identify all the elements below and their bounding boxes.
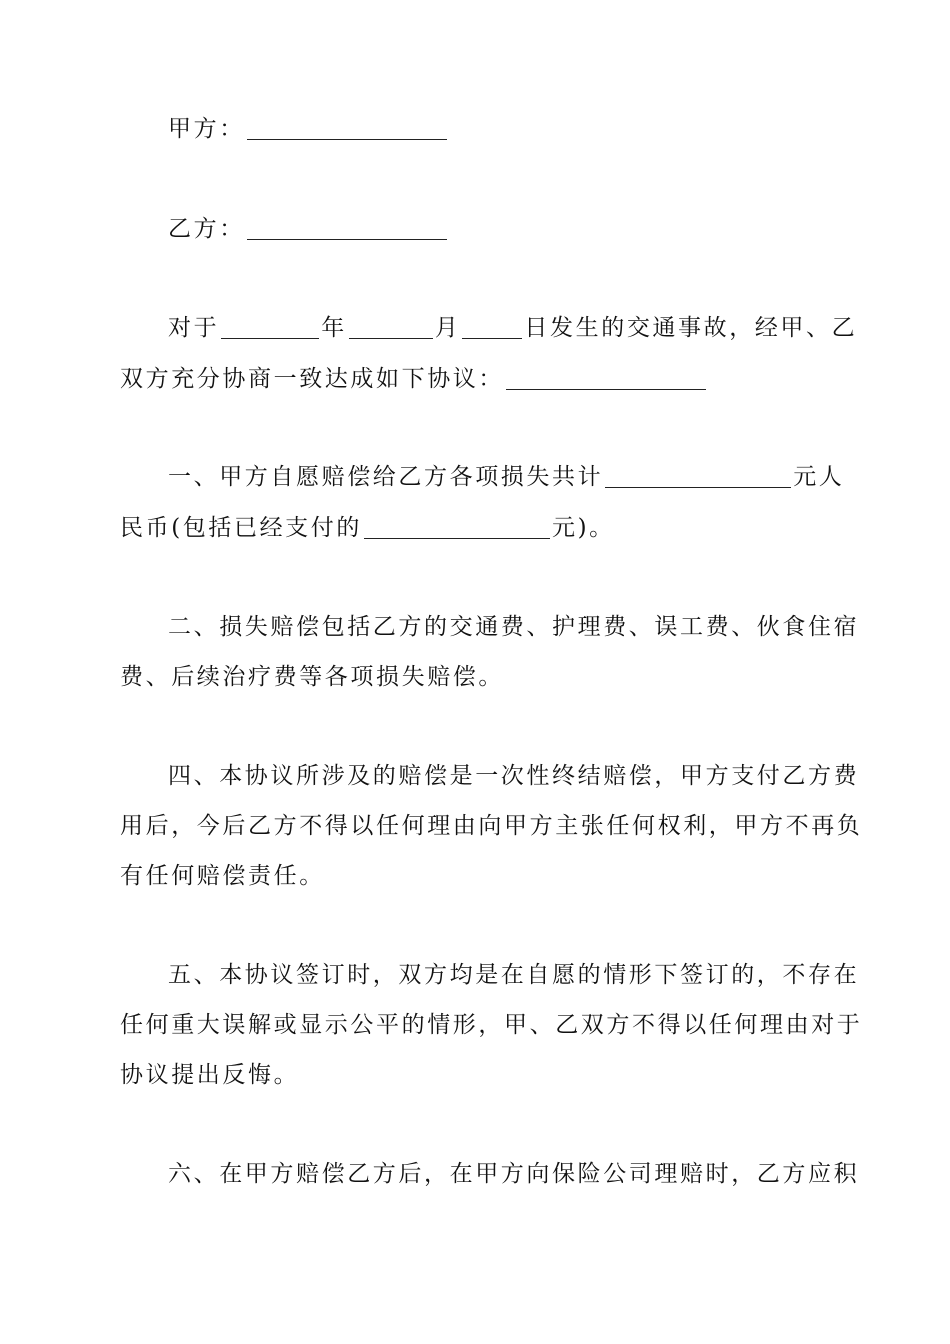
intro-line-2-text: 双方充分协商一致达成如下协议： (120, 366, 504, 392)
clause6-line-1: 六、在甲方赔偿乙方后，在甲方向保险公司理赔时，乙方应积 (168, 1161, 860, 1187)
party-b-blank (247, 217, 447, 240)
clause5-line-3: 协议提出反悔。 (120, 1062, 300, 1088)
clause5-line-2: 任何重大误解或显示公平的情形，甲、乙双方不得以任何理由对于 (120, 1012, 863, 1038)
day-blank (462, 316, 522, 339)
clause4-line-2: 用后，今后乙方不得以任何理由向甲方主张任何权利，甲方不再负 (120, 813, 863, 839)
amount-blank (605, 465, 791, 488)
clause4-line-1: 四、本协议所涉及的赔偿是一次性终结赔偿，甲方支付乙方费 (168, 763, 860, 789)
intro-prefix: 对于 (168, 315, 220, 341)
party-b-label: 乙方： (168, 216, 245, 242)
clause1-suffix: 元人 (793, 464, 845, 490)
intro-blank (506, 367, 706, 390)
month-blank (349, 316, 433, 339)
party-a-line (168, 114, 888, 144)
party-a-label: 甲方： (168, 116, 245, 142)
clause5-line-1: 五、本协议签订时，双方均是在自愿的情形下签订的，不存在 (168, 962, 860, 988)
clause2-line-2: 费、后续治疗费等各项损失赔偿。 (120, 664, 504, 690)
intro-line-1 (168, 313, 888, 343)
party-a-blank (247, 117, 447, 140)
paid-amount-blank (364, 516, 550, 539)
clause1-line-2 (120, 513, 840, 543)
year-blank (221, 316, 319, 339)
month-label: 月 (434, 315, 461, 341)
clause2-line-1: 二、损失赔偿包括乙方的交通费、护理费、误工费、伙食住宿 (168, 614, 860, 640)
clause1-line2-prefix: 民币(包括已经支付的 (120, 515, 362, 541)
clause1-prefix: 一、甲方自愿赔偿给乙方各项损失共计 (168, 464, 604, 490)
party-b-line (168, 214, 888, 244)
clause1-line2-suffix: 元)。 (551, 515, 615, 541)
clause1-line-1 (168, 462, 888, 492)
intro-day-suffix: 日发生的交通事故，经甲、乙 (524, 315, 858, 341)
year-label: 年 (321, 315, 347, 341)
clause4-line-3: 有任何赔偿责任。 (120, 863, 325, 889)
intro-line-2 (120, 364, 840, 394)
